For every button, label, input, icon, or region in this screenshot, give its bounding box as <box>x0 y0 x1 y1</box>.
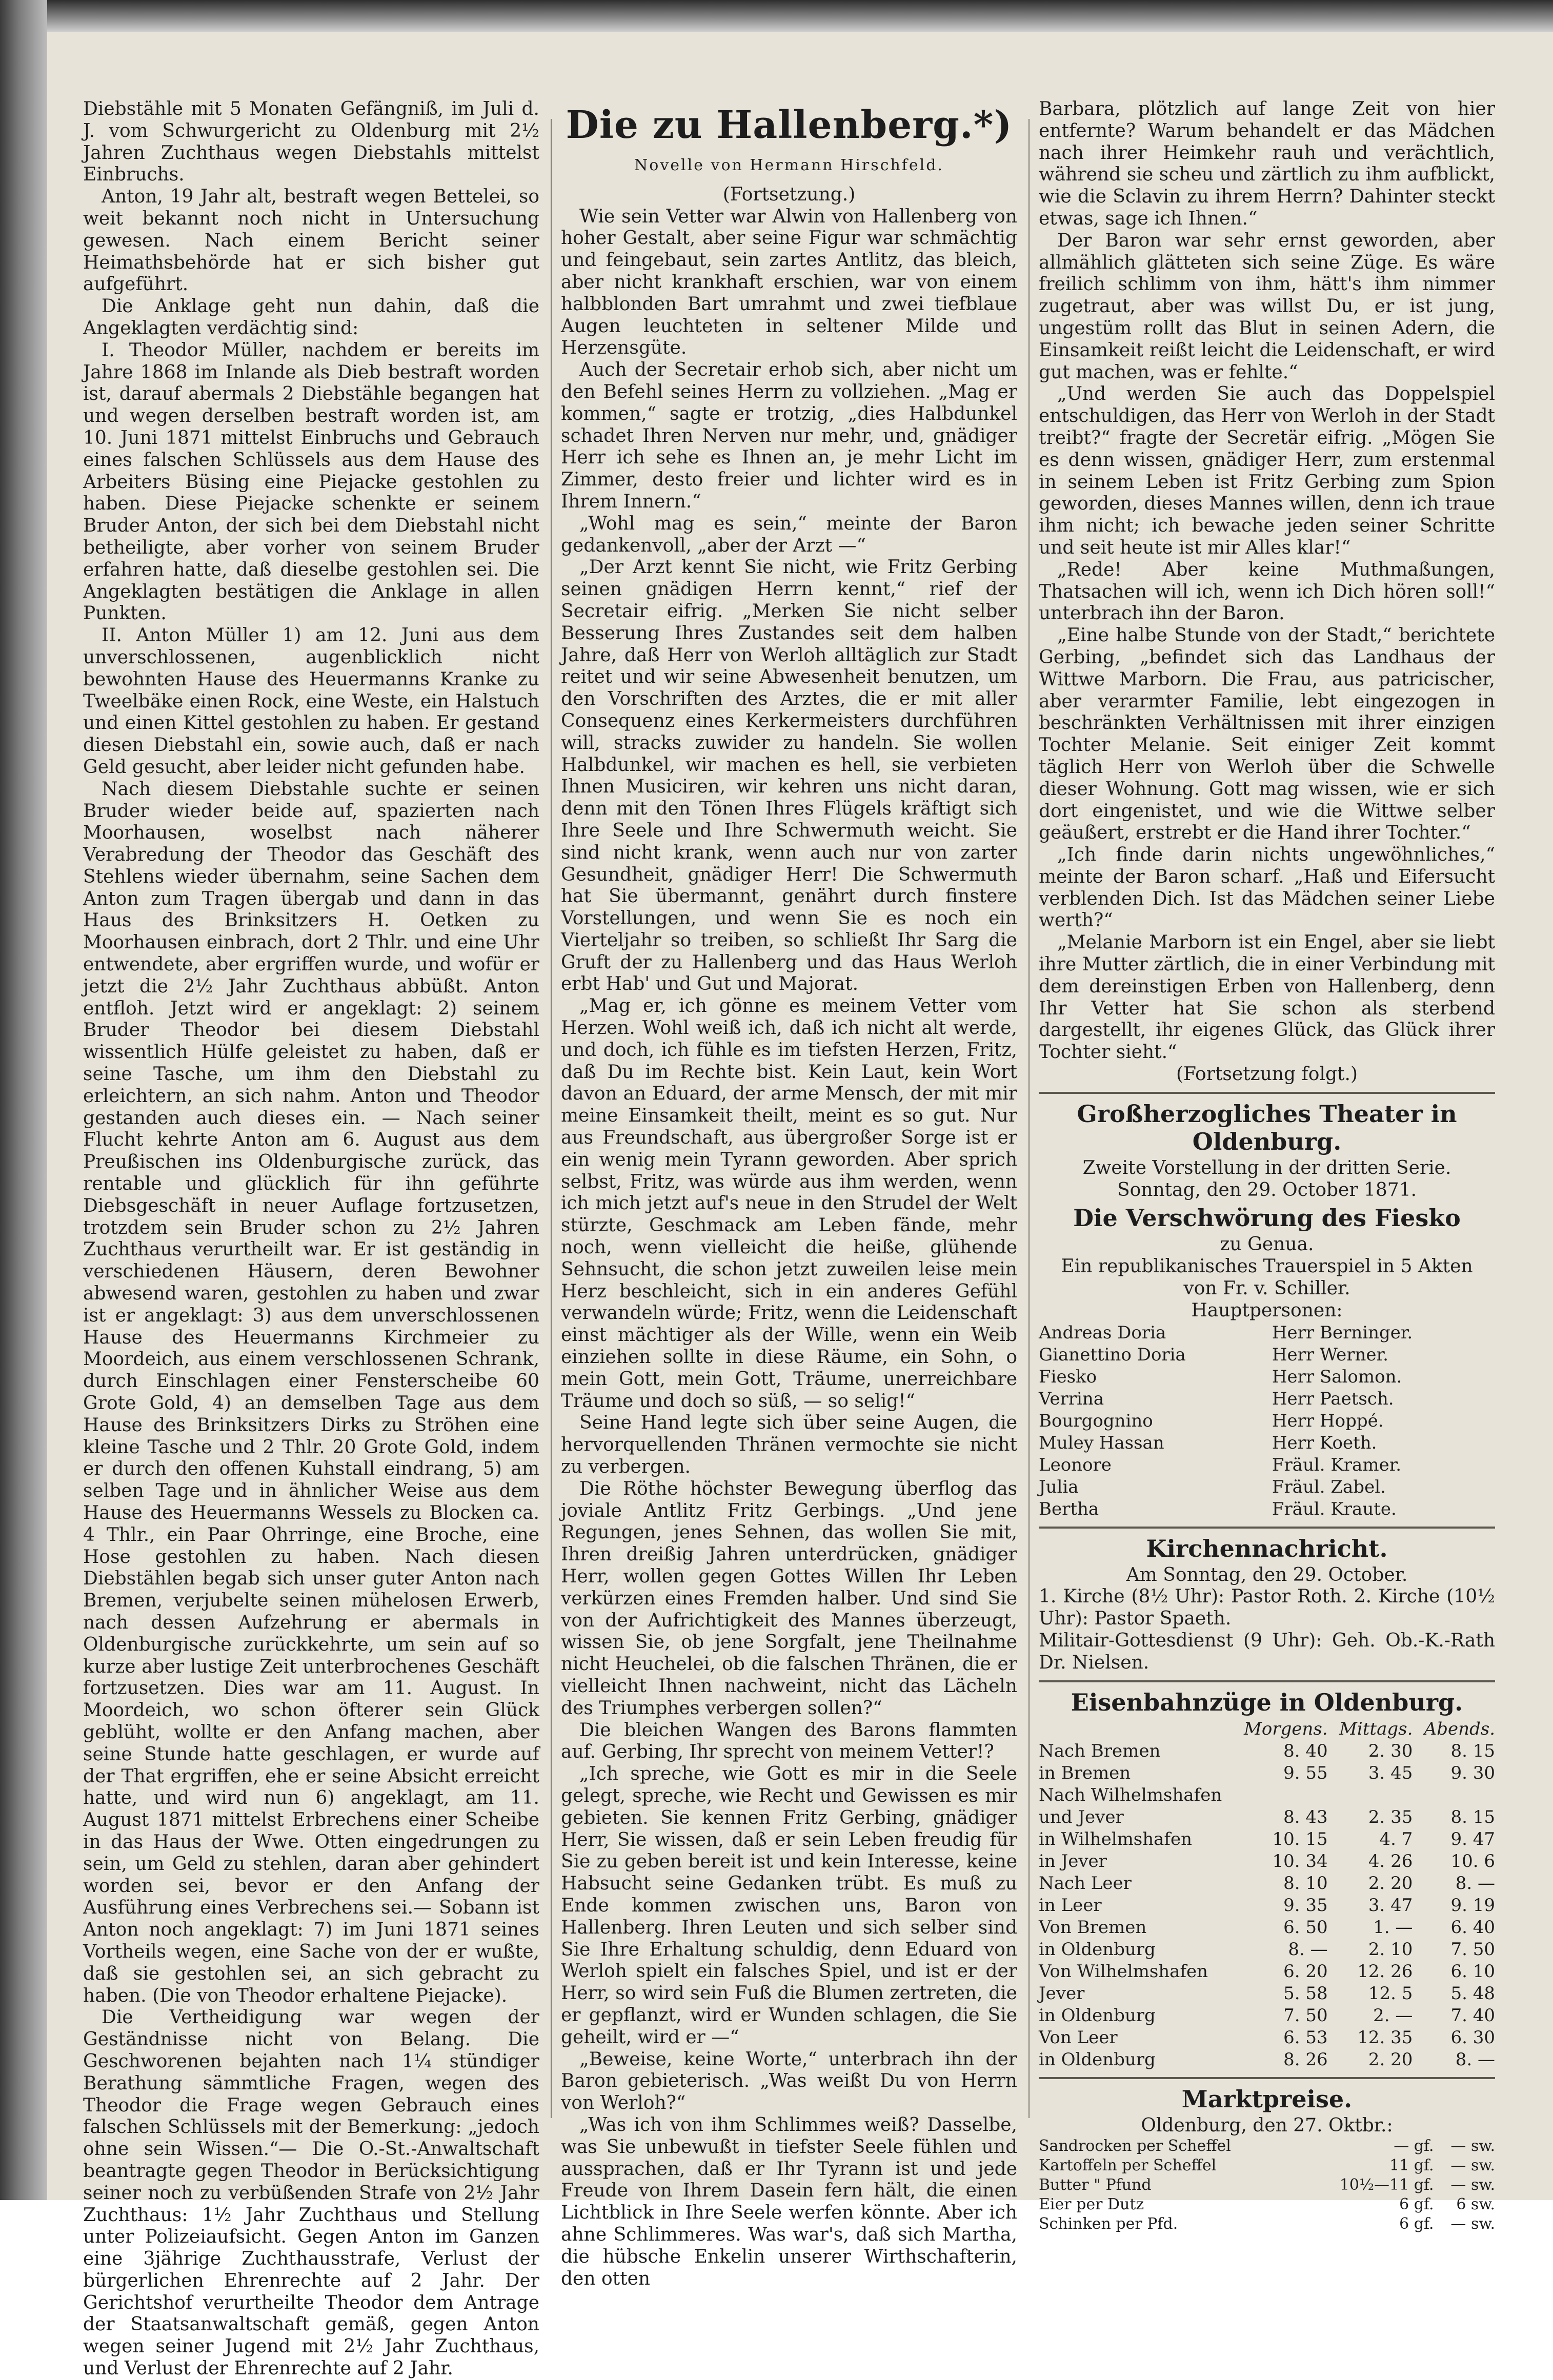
role: Bertha <box>1039 1498 1099 1519</box>
paragraph: Anton, 19 Jahr alt, bestraft wegen Bettelei, so weit bekannt noch nicht in Untersuchung gewesen. Nach einem Bericht seiner Heimathsbehörde hat er sich bisher gut aufgeführt. <box>83 186 539 295</box>
midday: 2. 20 <box>1368 1873 1413 1894</box>
price-schwaren: 6 sw. <box>1456 2195 1495 2214</box>
paragraph: Die Vertheidigung war wegen der Geständnisse nicht von Belang. Die Geschworenen bejahten nach 1¼ stündiger Berathung sämmtliche Fragen, wegen des Theodor die Frage wegen Gebrauch eines falschen Schlüssels mit der Bemerkung: „jedoch ohne sein Wissen.“— Die O.-St.-Anwaltschaft beantragte gegen Theodor in Berücksichtigung seiner noch zu verbüßenden Strafe von 2½ Jahr Zuchthaus: 1½ Jahr Zuchthaus und Stellung unter Polizeiaufsicht. Gegen Anton im Ganzen eine 3jährige Zuchthausstrafe, Verlust der bürgerlichen Ehrenrechte auf 2 Jahr. Der Gerichtshof verurtheilte Theodor dem Antrage der Staatsanwaltschaft gemäß, gegen Anton wegen seiner Jugend mit 2½ Jahr Zuchthaus, und Verlust der Ehrenrechte auf 2 Jahr. <box>83 2007 539 2379</box>
column-rule <box>1028 119 1030 2118</box>
actor: Herr Werner. <box>1272 1344 1388 1365</box>
table-row <box>1039 2175 1495 2195</box>
cast-row <box>1039 1388 1495 1410</box>
morning: 8. 43 <box>1283 1806 1328 1827</box>
midday: 2. 10 <box>1368 1939 1413 1960</box>
table-row <box>1039 1784 1495 1806</box>
item: Kartoffeln per Scheffel <box>1039 2157 1217 2175</box>
midday: 12. 35 <box>1357 2027 1413 2048</box>
morning: 8. 26 <box>1283 2049 1328 2070</box>
cast-list <box>1039 1322 1495 1520</box>
morning: 9. 35 <box>1283 1895 1328 1916</box>
paragraph: Barbara, plötzlich auf lange Zeit von hier entfernte? Warum behandelt er das Mädchen nach ihrer Heimkehr rauh und verächtlich, während sie scheu und zärtlich zu ihm aufblickt, wie die Sclavin zu ihrem Herrn? Dahinter steckt etwas, sage ich Ihnen.“ <box>1039 98 1495 229</box>
table-row <box>1039 1762 1495 1784</box>
section-divider <box>1039 2077 1495 2079</box>
paragraph: „Beweise, keine Worte,“ unterbrach ihn der Baron gebieterisch. „Was weißt Du von Herrn von Werloh?“ <box>561 2048 1017 2114</box>
paragraph: „Was ich von ihm Schlimmes weiß? Dasselbe, was Sie unbewußt in tiefster Seele fühlen und aussprachen, daß er Ihr Tyrann ist und jede Freude von Ihrem Dasein fern hält, die einen Lichtblick in Ihre Seele werfen könnte. Aber ich ahne Schlimmeres. Was war's, daß sich Martha, die hübsche Enkelin unserer Wirthschafterin, den otten <box>561 2114 1017 2289</box>
church-military: Militair-Gottesdienst (9 Uhr): Geh. Ob.-K.-Rath Dr. Nielsen. <box>1039 1630 1495 1673</box>
role: Fiesko <box>1039 1366 1097 1387</box>
paragraph: „Der Arzt kennt Sie nicht, wie Fritz Gerbing seinen gnädigen Herrn kennt,“ rief der Secretair eifrig. „Merken Sie nicht selber Besserung Ihres Zustandes seit dem halben Jahre, daß Herr von Werloh alltäglich zur Stadt reitet und wir seine Abwesenheit benutzen, um den Vorschriften des Arztes, die er mit aller Consequenz eines Kerkermeisters durchführen will, stracks zuwider zu handeln. Sie wollen Halbdunkel, wir machen es hell, sie verbieten Ihnen Musiciren, wir kehren uns nicht daran, denn mit den Tönen Ihres Flügels kräftigt sich Ihre Seele und Ihre Schwermuth weicht. Sie sind nicht krank, wenn auch nur von zarter Gesundheit, gnädiger Herr! Die Schwermuth hat Sie übermannt, genährt durch finstere Vorstellungen, und wenn Sie es noch ein Vierteljahr so treiben, so schließt Ihr Sarg die Gruft der zu Hallenberg und das Haus Werloh erbt Hab' und Gut und Majorat. <box>561 557 1017 995</box>
paragraph: Diebstähle mit 5 Monaten Gefängniß, im Juli d. J. vom Schwurgericht zu Oldenburg mit 2½ Jahren Zuchthaus wegen Diebstahls mittelst Einbruchs. <box>83 98 539 186</box>
play-subtitle: zu Genua. <box>1220 1234 1314 1255</box>
table-row <box>1039 1873 1495 1895</box>
table-row <box>1039 1806 1495 1828</box>
market-date: Oldenburg, den 27. Oktbr.: <box>1141 2114 1393 2136</box>
paragraph: Nach diesem Diebstahle suchte er seinen Bruder wieder beide auf, spazierten nach Moorhausen, woselbst nach näherer Verabredung der Theodor das Geschäft des Stehlens wieder übernahm, seine Sachen dem Anton zum Tragen übergab und dann in das Haus des Brinksitzers H. Oetken zu Moorhausen einbrach, dort 2 Thlr. und eine Uhr entwendete, aber ergriffen wurde, und wofür er jetzt die 2½ Jahr Zuchthaus abbüßt. Anton entfloh. Jetzt wird er angeklagt: 2) seinem Bruder Theodor bei diesem Diebstahl wissentlich Hülfe geleistet zu haben, daß er seine Tasche, um ihm den Diebstahl zu erleichtern, an sich nahm. Anton und Theodor gestanden auch dieses ein. — Nach seiner Flucht kehrte Anton am 6. August aus dem Preußischen ins Oldenburgische zurück, das rentable und glücklich für ihn geführte Diebsgeschäft in neuer Auflage fortzusetzen, trotzdem sein Bruder schon zu 2½ Jahren Zuchthaus verurtheilt war. Er ist geständig in verschiedenen Häusern, deren Bewohner abwesend waren, gestohlen zu haben und zwar ist er angeklagt: 3) aus dem unverschlossenen Hause des Heuermanns Kirchmeier zu Moordeich, aus einem verschlossenen Schrank, durch Einschlagen einer Fensterscheibe 60 Grote Gold, 4) an demselben Tage aus dem Hause des Brinksitzers Dirks zu Ströhen eine kleine Tasche und 2 Thlr. 20 Grote Gold, indem er durch den offenen Kuhstall eindrang, 5) am selben Tage und in ähnlicher Weise aus dem Hause des Heuermanns Wessels zu Blocken ca. 4 Thlr., ein Paar Ohrringe, eine Broche, eine Hose gestohlen zu haben. Nach diesen Diebstählen begab sich unser guter Anton nach Bremen, verjubelte seinen mühelosen Erwerb, nach dessen Aufzehrung er abermals in Oldenburgische zurückkehrte, um sein auf so kurze aber lustige Zeit unterbrochenes Geschäft fortzusetzen. Dies war am 11. August. In Moordeich, wo schon öfterer sein Glück geblüht, wollte er den Anfang machen, aber seine Stunde hatte geschlagen, er wurde auf der That ergriffen, ehe er seine Absicht erreicht hatte, und wird nun 6) angeklagt, am 11. August 1871 mittelst Erbrechens einer Scheibe in das Haus der Wwe. Otten eingedrungen zu sein, um Geld zu stehlen, daran aber gehindert worden sei, bevor er den Anfang der Ausführung eines Verbrechens sei.— Sobann ist Anton noch angeklagt: 7) im Juni 1871 seines Vortheils wegen, eine Sache von der er wußte, daß sie gestohlen sei, an sich gebracht zu haben. (Die von Theodor erhaltene Piejacke). <box>83 778 539 2006</box>
cast-row <box>1039 1498 1495 1520</box>
route: Jever <box>1039 1983 1085 2004</box>
play-title: Die Verschwörung des Fiesko <box>1073 1204 1461 1232</box>
paragraph: „Ich finde darin nichts ungewöhnliches,“ meinte der Baron scharf. „Haß und Eifersucht verblenden Dich. Ist das Mädchen seiner Liebe werth?“ <box>1039 844 1495 931</box>
table-row <box>1039 2027 1495 2049</box>
evening: 9. 30 <box>1450 1762 1495 1783</box>
story-title: Die zu Hallenberg.*) <box>566 103 1013 147</box>
actor: Herr Salomon. <box>1272 1366 1402 1387</box>
evening: 8. — <box>1455 1873 1495 1894</box>
evening: 10. 6 <box>1450 1850 1495 1872</box>
cast-row <box>1039 1366 1495 1388</box>
paragraph: „Melanie Marborn ist ein Engel, aber sie liebt ihre Mutter zärtlich, die in einer Verbindung mit dem dereinstigen Erben von Hallenberg, denn Ihr Vetter hat Sie schon als sterbend dargestellt, ihr eigenes Glück, das Glück ihrer Tochter sieht.“ <box>1039 932 1495 1063</box>
cast-row <box>1039 1322 1495 1344</box>
route: und Jever <box>1039 1806 1124 1827</box>
paragraph: I. Theodor Müller, nachdem er bereits im Jahre 1868 im Inlande als Dieb bestraft worden ist, darauf abermals 2 Diebstähle begangen hat und wegen derselben bestraft worden ist, am 10. Juni 1871 mittelst Einbruchs und Gebrauch eines falschen Schlüssels aus dem Hause des Arbeiters Büsing eine Piejacke gestohlen zu haben. Diese Piejacke schenkte er seinem Bruder Anton, der sich bei dem Diebstahl nicht betheiligte, aber vorher von seinem Bruder erfahren hatte, daß dieselbe gestohlen sei. Die Angeklagten bestätigen die Anklage in allen Punkten. <box>83 339 539 624</box>
table-row <box>1039 1939 1495 1961</box>
evening <box>1413 1784 1495 1806</box>
evening: 8. 15 <box>1450 1740 1495 1761</box>
evening: 6. 30 <box>1450 2027 1495 2048</box>
route: Von Leer <box>1039 2027 1118 2048</box>
table-row <box>1039 2049 1495 2071</box>
evening: 7. 50 <box>1450 1939 1495 1960</box>
market-title: Marktpreise. <box>1181 2085 1353 2113</box>
morning: 9. 55 <box>1283 1762 1328 1783</box>
midday: 2. 30 <box>1368 1740 1413 1761</box>
paragraph: Auch der Secretair erhob sich, aber nicht um den Befehl seines Herrn zu vollziehen. „Mag er kommen,“ sagte er trotzig, „dies Halbdunkel schadet Ihren Nerven nur mehr, und, gnädiger Herr ich sehe es Ihnen an, je mehr Licht im Zimmer, desto freier und lichter wird es in Ihrem Innern.“ <box>561 359 1017 512</box>
item: Eier per Dutz <box>1039 2195 1144 2214</box>
midday: 2. 35 <box>1368 1806 1413 1827</box>
route: Nach Leer <box>1039 1873 1132 1894</box>
midday: 3. 47 <box>1368 1895 1413 1916</box>
morning: 6. 53 <box>1283 2027 1328 2048</box>
morning: 10. 34 <box>1272 1850 1328 1872</box>
paragraph: Die bleichen Wangen des Barons flammten auf. Gerbing, Ihr sprecht von meinem Vetter!? <box>561 1719 1017 1763</box>
play-author: von Fr. v. Schiller. <box>1183 1278 1350 1299</box>
table-row <box>1039 1983 1495 2005</box>
role: Verrina <box>1039 1388 1104 1409</box>
evening: 6. 40 <box>1450 1917 1495 1938</box>
role: Andreas Doria <box>1039 1322 1166 1343</box>
price-groschen: — gf. <box>1394 2137 1434 2155</box>
church-notice <box>1039 1535 1495 1674</box>
story-byline: Novelle von Hermann Hirschfeld. <box>634 156 944 174</box>
role: Leonore <box>1039 1454 1112 1475</box>
railway-timetable <box>1039 1689 1495 2071</box>
column-rule <box>551 119 552 2118</box>
cast-row <box>1039 1454 1495 1476</box>
paragraph: Der Baron war sehr ernst geworden, aber allmählich glätteten sich seine Züge. Es wäre freilich schlimm von ihm, hätt's ihm nimmer zugetraut, aber was willst Du, er ist jung, ungestüm rollt das Blut in seinen Adern, die Einsamkeit reißt leicht die Leidenschaft, er wird gut machen, was er fehlte.“ <box>1039 230 1495 383</box>
evening: 8. 15 <box>1450 1806 1495 1827</box>
actor: Fräul. Kraute. <box>1272 1498 1397 1519</box>
paragraph: Die Anklage geht nun dahin, daß die Angeklagten verdächtig sind: <box>83 296 539 339</box>
column-left-court-report <box>83 98 539 2380</box>
price-groschen: 6 gf. <box>1399 2195 1434 2214</box>
midday: 2. — <box>1373 2005 1413 2026</box>
church-title: Kirchennachricht. <box>1146 1534 1388 1562</box>
paragraph: Wie sein Vetter war Alwin von Hallenberg von hoher Gestalt, aber seine Figur war schmächtig und feingebaut, sein zartes Antlitz, das bleich, aber nicht krankhaft erschien, war von einem halbblonden Bart umrahmt und zwei tiefblaue Augen leuchteten in seltener Milde und Herzensgüte. <box>561 206 1017 359</box>
role: Muley Hassan <box>1039 1432 1164 1453</box>
col-header: Morgens. <box>1244 1718 1328 1739</box>
market-table <box>1039 2137 1495 2234</box>
church-services: 1. Kirche (8½ Uhr): Pastor Roth. 2. Kirche (10½ Uhr): Pastor Spaeth. <box>1039 1586 1495 1630</box>
cast-heading: Hauptpersonen: <box>1191 1299 1343 1321</box>
section-divider <box>1039 1527 1495 1529</box>
paragraph: Seine Hand legte sich über seine Augen, die hervorquellenden Thränen vermochte sie nicht zu verbergen. <box>561 1412 1017 1478</box>
theatre-date: Sonntag, den 29. October 1871. <box>1117 1179 1417 1201</box>
morning: 7. 50 <box>1283 2005 1328 2026</box>
route: in Bremen <box>1039 1762 1131 1783</box>
midday: 12. 26 <box>1357 1961 1413 1982</box>
theatre-notice <box>1039 1100 1495 1520</box>
theatre-line: Zweite Vorstellung in der dritten Serie. <box>1082 1157 1451 1178</box>
evening: 7. 40 <box>1450 2005 1495 2026</box>
morning: 8. 40 <box>1283 1740 1328 1761</box>
paragraph: Die Röthe höchster Bewegung überflog das joviale Antlitz Fritz Gerbings. „Und jene Regungen, jenes Sehnen, das wollen Sie mit, Ihren dreißig Jahren unterdrücken, gnädiger Herr, wollen gegen Gottes Willen Ihr Leben verkürzen eines Fremden halber. Und sind Sie von der Aufrichtigkeit des Mannes überzeugt, wissen Sie, ob jene Sorgfalt, jene Theilnahme nicht Heuchelei, ob die falschen Thränen, die er vielleicht Ihnen nachweint, nicht das Lächeln des Triumphes verbergen sollen?“ <box>561 1478 1017 1719</box>
evening: 9. 19 <box>1450 1895 1495 1916</box>
table-row <box>1039 2214 1495 2234</box>
col-header: Mittags. <box>1339 1718 1413 1739</box>
column-middle-novella <box>561 98 1017 2290</box>
morning: 10. 15 <box>1272 1828 1328 1849</box>
route: in Wilhelmshafen <box>1039 1828 1193 1849</box>
morning: 8. — <box>1288 1939 1328 1960</box>
cast-row <box>1039 1344 1495 1366</box>
play-genre: Ein republikanisches Trauerspiel in 5 Akten <box>1061 1256 1473 1277</box>
paragraph: „Rede! Aber keine Muthmaßungen, Thatsachen will ich, wenn ich Dich hören soll!“ unterbrach ihn der Baron. <box>1039 559 1495 624</box>
price-groschen: 6 gf. <box>1399 2215 1434 2233</box>
actor: Fräul. Kramer. <box>1272 1454 1402 1475</box>
route: Nach Wilhelmshafen <box>1039 1784 1222 1805</box>
item: Sandrocken per Scheffel <box>1039 2137 1231 2155</box>
cast-row <box>1039 1476 1495 1498</box>
table-row <box>1039 2137 1495 2156</box>
table-row <box>1039 2195 1495 2214</box>
table-row <box>1039 1917 1495 1939</box>
price-schwaren: — sw. <box>1450 2157 1495 2175</box>
paragraph: II. Anton Müller 1) am 12. Juni aus dem unverschlossenen, augenblicklich nicht bewohnten Hause des Heuermanns Kranke zu Tweelbäke einen Rock, eine Weste, ein Halstuch und einen Kittel gestohlen zu haben. Er gestand diesen Diebstahl ein, sowie auch, daß er nach Geld gesucht, aber leider nicht gefunden habe. <box>83 625 539 778</box>
route: in Oldenburg <box>1039 2049 1156 2070</box>
item: Schinken per Pfd. <box>1039 2215 1178 2233</box>
morning: 8. 10 <box>1283 1873 1328 1894</box>
price-groschen: 10½—11 gf. <box>1339 2176 1434 2194</box>
morning: 5. 58 <box>1283 1983 1328 2004</box>
route: in Oldenburg <box>1039 1939 1156 1960</box>
cast-row <box>1039 1410 1495 1432</box>
cast-row <box>1039 1432 1495 1454</box>
item: Butter " Pfund <box>1039 2176 1152 2194</box>
table-row <box>1039 1740 1495 1762</box>
morning: 6. 20 <box>1283 1961 1328 1982</box>
route: in Oldenburg <box>1039 2005 1156 2026</box>
railway-table <box>1039 1718 1495 2071</box>
role: Julia <box>1039 1476 1079 1497</box>
col-header: Abends. <box>1424 1718 1495 1739</box>
to-be-continued-note: (Fortsetzung folgt.) <box>1176 1064 1358 1085</box>
midday: 2. 20 <box>1368 2049 1413 2070</box>
actor: Herr Paetsch. <box>1272 1388 1394 1409</box>
newspaper-page <box>47 32 1553 2379</box>
route: in Jever <box>1039 1850 1107 1872</box>
table-row <box>1039 1895 1495 1917</box>
midday: 3. 45 <box>1368 1762 1413 1783</box>
route: in Leer <box>1039 1895 1102 1916</box>
route: Von Wilhelmshafen <box>1039 1961 1208 1982</box>
column-right <box>1039 98 1495 2234</box>
price-groschen: 11 gf. <box>1389 2157 1434 2175</box>
evening: 6. 10 <box>1450 1961 1495 1982</box>
market-prices <box>1039 2085 1495 2234</box>
actor: Fräul. Zabel. <box>1272 1476 1386 1497</box>
route: Nach Bremen <box>1039 1740 1161 1761</box>
evening: 5. 48 <box>1450 1983 1495 2004</box>
actor: Herr Hoppé. <box>1272 1410 1384 1431</box>
midday <box>1328 1784 1413 1806</box>
paragraph: „Und werden Sie auch das Doppelspiel entschuldigen, das Herr von Werloh in der Stadt treibt?“ fragte der Secretär eifrig. „Mögen Sie es denn wissen, gnädiger Herr, zum erstenmal in seinem Leben ist Fritz Gerbing zum Spion geworden, dieses Mannes willen, denn ich traue ihm nicht; ich bewache jeden seiner Schritte und seit heute ist mir Alles klar!“ <box>1039 383 1495 558</box>
route: Von Bremen <box>1039 1917 1147 1938</box>
table-row <box>1039 1850 1495 1873</box>
railway-title: Eisenbahnzüge in Oldenburg. <box>1071 1688 1463 1716</box>
table-row <box>1039 2005 1495 2027</box>
paragraph: „Mag er, ich gönne es meinem Vetter vom Herzen. Wohl weiß ich, daß ich nicht alt werde, und doch, ich fühle es im tiefsten Herzen, Fritz, daß Du im Rechte bist. Kein Laut, kein Wort davon an Eduard, der arme Mensch, der mit mir meine Einsamkeit theilt, meint es so gut. Nur aus Freundschaft, aus übergroßer Sorge ist er ein wenig mein Tyrann geworden. Aber sprich selbst, Fritz, was würde aus ihm werden, wenn ich mich jetzt auf's neue in den Strudel der Welt stürzte, Geschmack am Leben fände, mehr noch, wenn vielleicht die heiße, glühende Sehnsucht, die schon jetzt zuweilen leise mein Herz beschleicht, sich in ein anderes Gefühl verwandeln würde; Fritz, wenn die Leidenschaft einst mächtiger als der Wille, wenn ein Weib einziehen sollte in diese Räume, ein Sohn, o mein Gott, mein Gott, Träume, unerreichbare Träume und doch so süß, — so selig!“ <box>561 995 1017 1412</box>
evening: 8. — <box>1455 2049 1495 2070</box>
table-row <box>1039 1961 1495 1983</box>
evening: 9. 47 <box>1450 1828 1495 1849</box>
paragraph: „Ich spreche, wie Gott es mir in die Seele gelegt, spreche, wie Recht und Gewissen es mir gebieten. Sie kennen Fritz Gerbing, gnädiger Herr, Sie wissen, daß er sein Leben freudig für Sie zu geben bereit ist und kein Interesse, keine Habsucht seine Gedanken trübt. Es muß zu Ende kommen zwischen uns, Baron von Hallenberg. Ihren Leuten und sich selber sind Sie Ihre Erhaltung schuldig, denn Eduard von Werloh spielt ein falsches Spiel, und ist er der Herr, so wird sein Fuß die Blumen zertreten, die er gepflanzt, wird er Wunden schlagen, die Sie geheilt, wird er —“ <box>561 1763 1017 2048</box>
midday: 12. 5 <box>1368 1983 1413 2004</box>
continued-note: (Fortsetzung.) <box>722 184 856 205</box>
table-row <box>1039 2156 1495 2175</box>
scan-border-left <box>0 0 47 2200</box>
table-header-row <box>1039 1718 1495 1740</box>
role: Bourgognino <box>1039 1410 1153 1431</box>
midday: 4. 7 <box>1379 1828 1413 1849</box>
table-row <box>1039 1828 1495 1850</box>
paragraph: „Eine halbe Stunde von der Stadt,“ berichtete Gerbing, „befindet sich das Landhaus der Wittwe Marborn. Die Frau, aus patricischer, aber verarmter Familie, lebt eingezogen in beschränkten Verhältnissen mit ihrer einzigen Tochter Melanie. Seit einiger Zeit kommt täglich Herr von Werloh über die Schwelle dieser Wohnung. Gott mag wissen, wie er sich dort eingenistet, und wie die Wittwe selber geäußert, erstrebt er die Hand ihrer Tochter.“ <box>1039 625 1495 844</box>
price-schwaren: — sw. <box>1450 2215 1495 2233</box>
scan-border-top <box>47 0 1553 32</box>
morning: 6. 50 <box>1283 1917 1328 1938</box>
price-schwaren: — sw. <box>1450 2137 1495 2155</box>
church-date: Am Sonntag, den 29. October. <box>1126 1564 1408 1585</box>
midday: 1. — <box>1373 1917 1413 1938</box>
paragraph: „Wohl mag es sein,“ meinte der Baron gedankenvoll, „aber der Arzt —“ <box>561 513 1017 556</box>
actor: Herr Berninger. <box>1272 1322 1413 1343</box>
morning <box>1232 1784 1327 1806</box>
midday: 4. 26 <box>1368 1850 1413 1872</box>
actor: Herr Koeth. <box>1272 1432 1377 1453</box>
theatre-title: Großherzogliches Theater in Oldenburg. <box>1077 1100 1457 1155</box>
section-divider <box>1039 1092 1495 1094</box>
role: Gianettino Doria <box>1039 1344 1186 1365</box>
price-schwaren: — sw. <box>1450 2176 1495 2194</box>
section-divider <box>1039 1680 1495 1682</box>
